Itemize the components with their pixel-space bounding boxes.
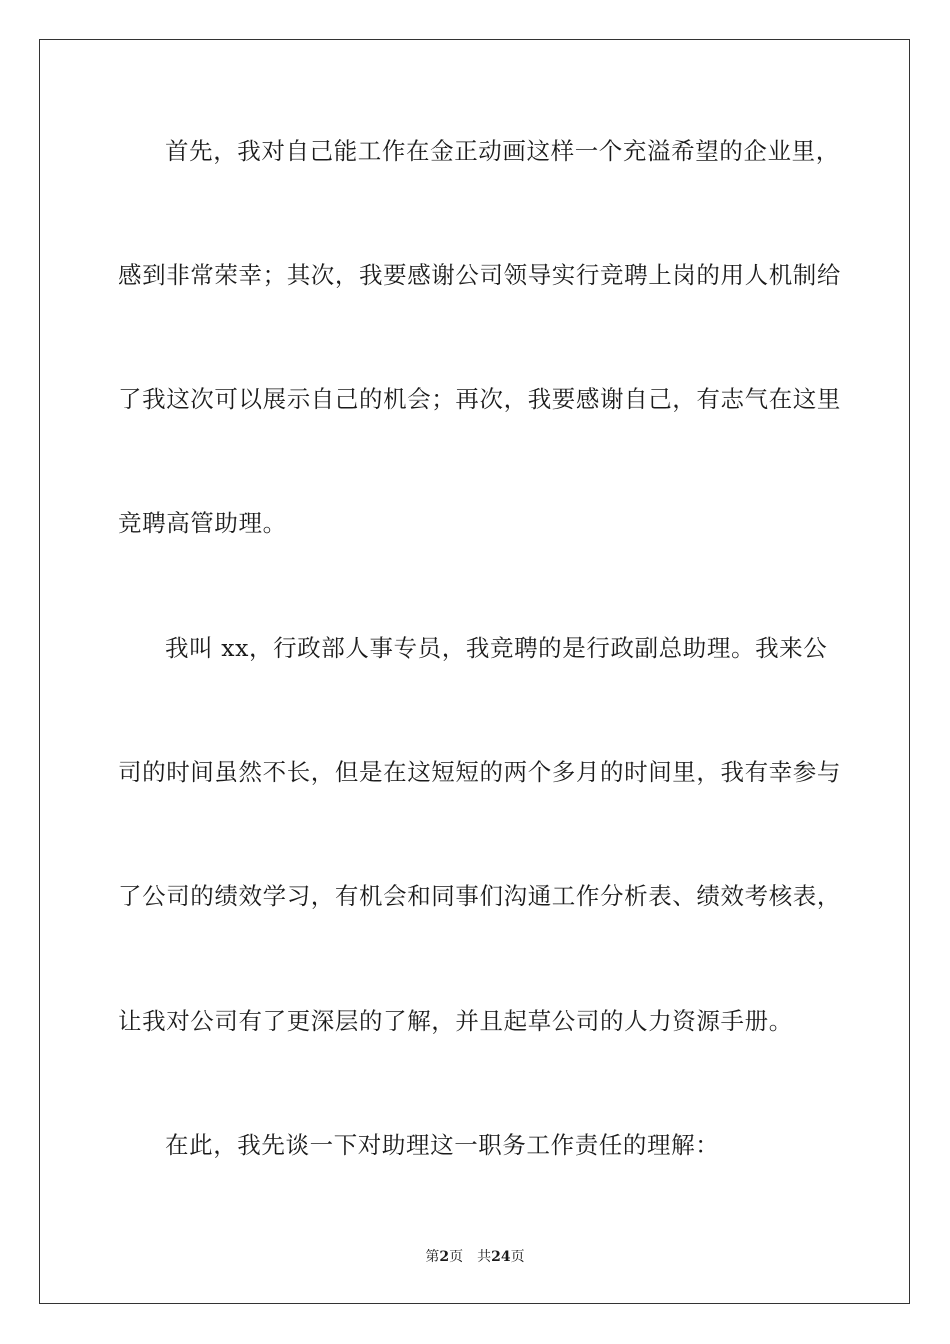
footer-total-pages: 24	[491, 1249, 511, 1265]
paragraph-2-line-3: 了公司的绩效学习，有机会和同事们沟通工作分析表、绩效考核表，	[118, 882, 841, 910]
page-footer	[0, 1247, 950, 1267]
paragraph-1-line-1: 首先，我对自己能工作在金正动画这样一个充溢希望的企业里，	[165, 137, 840, 165]
footer-total-prefix: 共	[477, 1249, 492, 1265]
footer-total-suffix: 页	[510, 1249, 525, 1265]
paragraph-1-line-2: 感到非常荣幸；其次，我要感谢公司领导实行竞聘上岗的用人机制给	[118, 261, 841, 289]
paragraph-1-line-4: 竞聘高管助理。	[118, 509, 287, 537]
paragraph-2-line-2: 司的时间虽然不长，但是在这短短的两个多月的时间里，我有幸参与	[118, 758, 841, 786]
footer-page-number: 2	[439, 1249, 450, 1265]
paragraph-1-line-3: 了我这次可以展示自己的机会；再次，我要感谢自己，有志气在这里	[118, 385, 841, 413]
paragraph-2-line-4: 让我对公司有了更深层的了解，并且起草公司的人力资源手册。	[118, 1007, 793, 1035]
page-frame	[39, 39, 910, 1304]
paragraph-3-line-1: 在此，我先谈一下对助理这一职务工作责任的理解：	[165, 1131, 720, 1159]
footer-page-prefix: 第	[425, 1249, 440, 1265]
paragraph-2-line-1: 我叫 xx，行政部人事专员，我竞聘的是行政副总助理。我来公	[165, 634, 828, 662]
footer-page-suffix: 页	[449, 1249, 464, 1265]
